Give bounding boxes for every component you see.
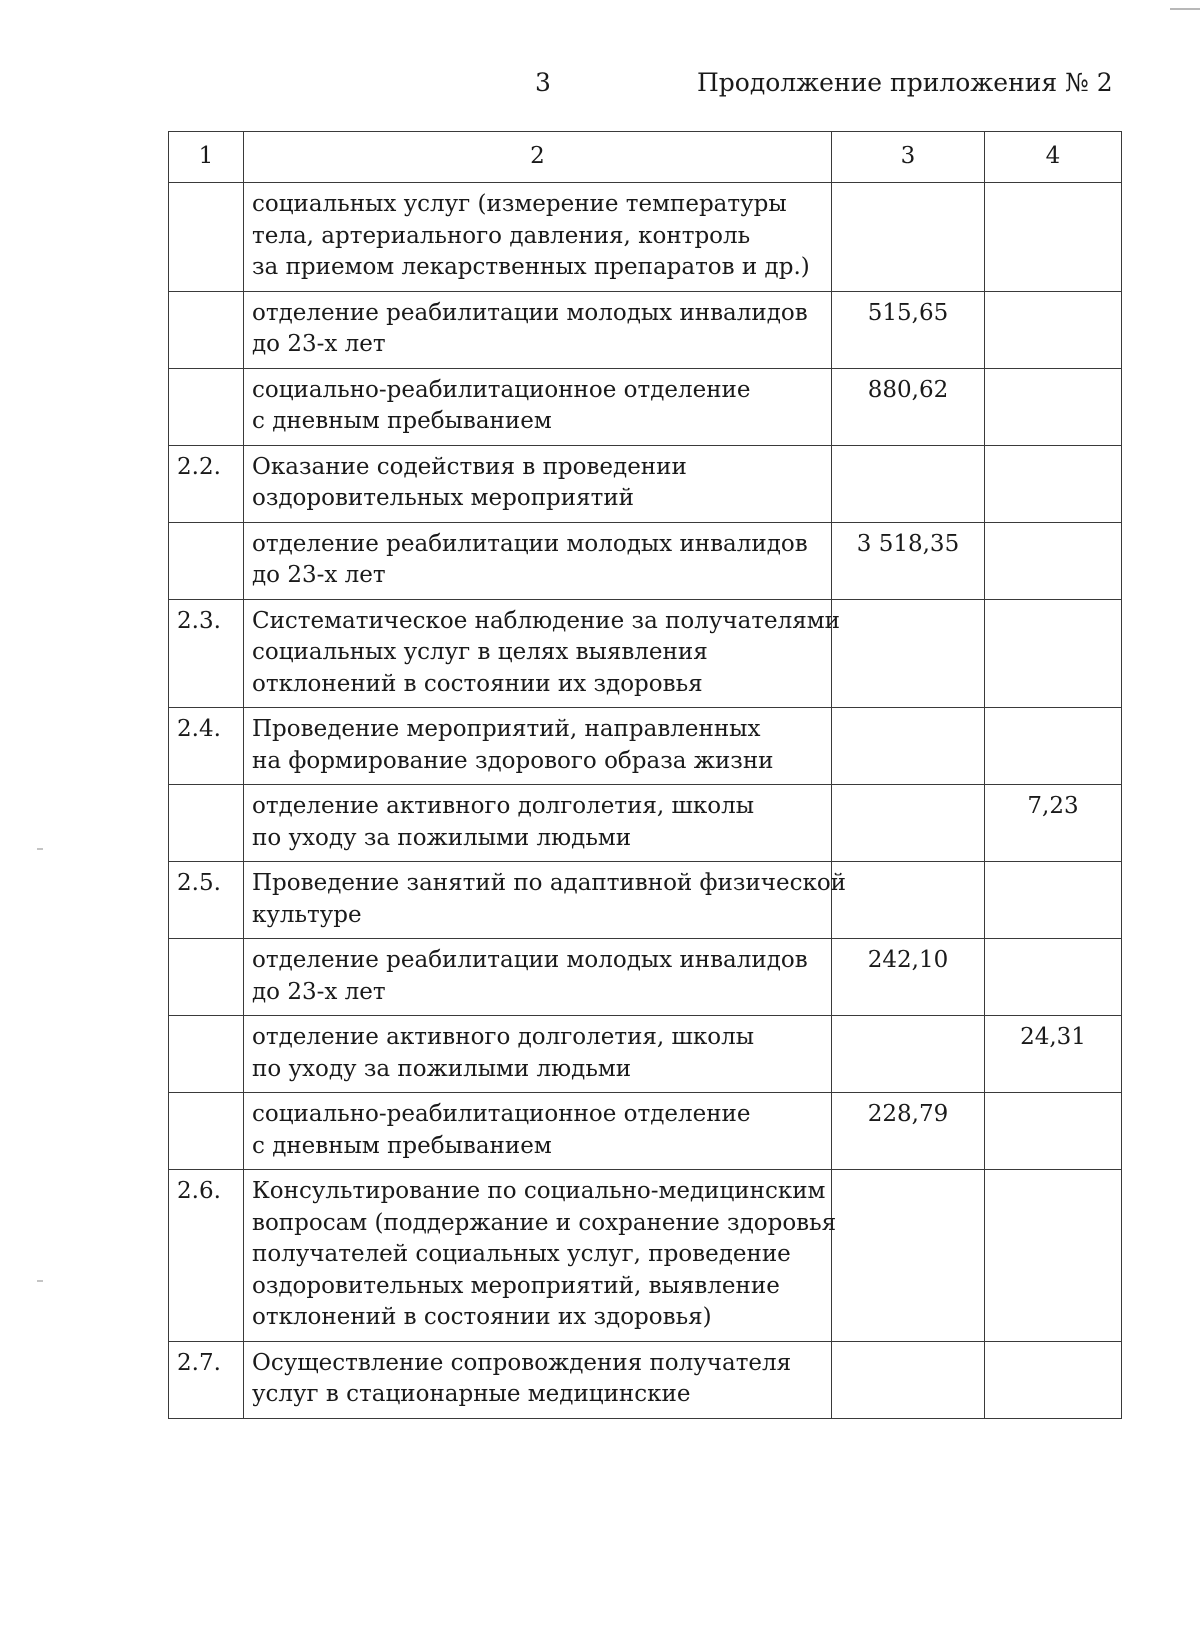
column-header-1: 1 (169, 132, 244, 183)
value-column-4-cell (985, 708, 1122, 785)
table-row (169, 1341, 1122, 1418)
item-number-cell (169, 1016, 244, 1093)
description-line: Проведение мероприятий, направленных (252, 716, 761, 742)
value-column-3-cell (832, 1170, 985, 1342)
value-column-3-cell: 880,62 (832, 368, 985, 445)
description-line: до 23-х лет (252, 562, 386, 588)
value-column-4-cell: 7,23 (985, 785, 1122, 862)
service-description-cell (244, 445, 832, 522)
description-line: по уходу за пожилыми людьми (252, 824, 632, 851)
item-number-cell (169, 291, 244, 368)
description-line: на формирование здорового образа жизни (252, 747, 774, 774)
scan-margin-tick (37, 848, 43, 850)
description-line: Систематическое наблюдение за получателями (252, 607, 841, 634)
value-column-4-cell (985, 1341, 1122, 1418)
service-description-cell (244, 291, 832, 368)
service-description-cell (244, 522, 832, 599)
table-row (169, 522, 1122, 599)
description-line: оздоровительных мероприятий, выявление (252, 1272, 780, 1299)
item-number-cell: 2.6. (169, 1170, 244, 1342)
description-line: Консультирование по социально-медицинским (252, 1178, 826, 1204)
description-line: отделение активного долголетия, школы (252, 793, 755, 819)
description-line: с дневным пребыванием (252, 1132, 552, 1159)
service-description-cell (244, 862, 847, 939)
table-row (169, 1016, 1122, 1093)
item-number-cell (169, 785, 244, 862)
item-number-cell: 2.5. (169, 862, 244, 939)
value-column-4-cell (985, 183, 1122, 292)
service-description-cell (244, 939, 832, 1016)
table-row (169, 599, 1122, 708)
description-line: отделение активного долголетия, школы (252, 1024, 755, 1050)
item-number-cell: 2.3. (169, 599, 244, 708)
scan-edge-mark (1170, 8, 1200, 10)
value-column-4-cell (985, 522, 1122, 599)
description-line: социальных услуг в целях выявления (252, 639, 708, 665)
item-number-cell: 2.2. (169, 445, 244, 522)
table-row (169, 291, 1122, 368)
service-description-cell (244, 1170, 837, 1342)
value-column-3-cell (832, 599, 985, 708)
value-column-4-cell (985, 368, 1122, 445)
description-line: тела, артериального давления, контроль (252, 222, 751, 249)
description-line: услуг в стационарные медицинские (252, 1381, 691, 1407)
table-row (169, 445, 1122, 522)
table-row (169, 368, 1122, 445)
description-line: Осуществление сопровождения получателя (252, 1349, 792, 1376)
description-line: отделение реабилитации молодых инвалидов (252, 530, 808, 557)
scan-margin-tick (37, 1280, 43, 1282)
value-column-3-cell (832, 862, 985, 939)
description-line: по уходу за пожилыми людьми (252, 1055, 632, 1082)
value-column-4-cell (985, 445, 1122, 522)
value-column-3-cell: 242,10 (832, 939, 985, 1016)
item-number-cell (169, 522, 244, 599)
value-column-4-cell (985, 1093, 1122, 1170)
description-line: до 23-х лет (252, 978, 386, 1005)
description-line: отделение реабилитации молодых инвалидов (252, 299, 808, 326)
description-line: Проведение занятий по адаптивной физической (252, 870, 847, 896)
table-row (169, 183, 1122, 292)
service-description-cell (244, 1016, 832, 1093)
table-header-row (169, 132, 1122, 183)
services-table (168, 131, 1122, 1419)
column-header-3: 3 (832, 132, 985, 183)
value-column-3-cell (832, 445, 985, 522)
appendix-continuation-title: Продолжение приложения № 2 (697, 68, 1113, 97)
value-column-3-cell (832, 1016, 985, 1093)
description-line: отделение реабилитации молодых инвалидов (252, 947, 808, 973)
description-line: культуре (252, 901, 362, 928)
description-line: социально-реабилитационное отделение (252, 376, 751, 403)
table-row (169, 939, 1122, 1016)
description-line: за приемом лекарственных препаратов и др.) (252, 254, 810, 280)
description-line: с дневным пребыванием (252, 408, 552, 434)
table-row (169, 1170, 1122, 1342)
service-description-cell (244, 1093, 832, 1170)
value-column-4-cell: 24,31 (985, 1016, 1122, 1093)
page-number: 3 (535, 68, 551, 97)
value-column-3-cell: 3 518,35 (832, 522, 985, 599)
description-line: социально-реабилитационное отделение (252, 1101, 751, 1127)
description-line: отклонений в состоянии их здоровья) (252, 1304, 712, 1330)
description-line: получателей социальных услуг, проведение (252, 1241, 791, 1267)
description-line: до 23-х лет (252, 331, 386, 357)
item-number-cell (169, 183, 244, 292)
item-number-cell: 2.4. (169, 708, 244, 785)
table-row (169, 1093, 1122, 1170)
service-description-cell (244, 1341, 832, 1418)
table-row (169, 785, 1122, 862)
service-description-cell (244, 708, 832, 785)
value-column-4-cell (985, 1170, 1122, 1342)
value-column-4-cell (985, 599, 1122, 708)
value-column-4-cell (985, 862, 1122, 939)
service-description-cell (244, 599, 841, 708)
table-row (169, 862, 1122, 939)
description-line: отклонений в состоянии их здоровья (252, 670, 703, 697)
value-column-3-cell (832, 183, 985, 292)
table-body (169, 183, 1122, 1419)
service-description-cell (244, 183, 832, 292)
value-column-4-cell (985, 939, 1122, 1016)
item-number-cell (169, 1093, 244, 1170)
table-row (169, 708, 1122, 785)
description-line: вопросам (поддержание и сохранение здоровья (252, 1209, 837, 1236)
value-column-4-cell (985, 291, 1122, 368)
item-number-cell (169, 368, 244, 445)
column-header-2: 2 (244, 132, 832, 183)
service-description-cell (244, 785, 832, 862)
value-column-3-cell (832, 1341, 985, 1418)
value-column-3-cell: 228,79 (832, 1093, 985, 1170)
item-number-cell (169, 939, 244, 1016)
service-description-cell (244, 368, 832, 445)
description-line: оздоровительных мероприятий (252, 485, 634, 511)
value-column-3-cell: 515,65 (832, 291, 985, 368)
value-column-3-cell (832, 785, 985, 862)
value-column-3-cell (832, 708, 985, 785)
description-line: Оказание содействия в проведении (252, 453, 687, 480)
item-number-cell: 2.7. (169, 1341, 244, 1418)
description-line: социальных услуг (измерение температуры (252, 191, 787, 217)
column-header-4: 4 (985, 132, 1122, 183)
